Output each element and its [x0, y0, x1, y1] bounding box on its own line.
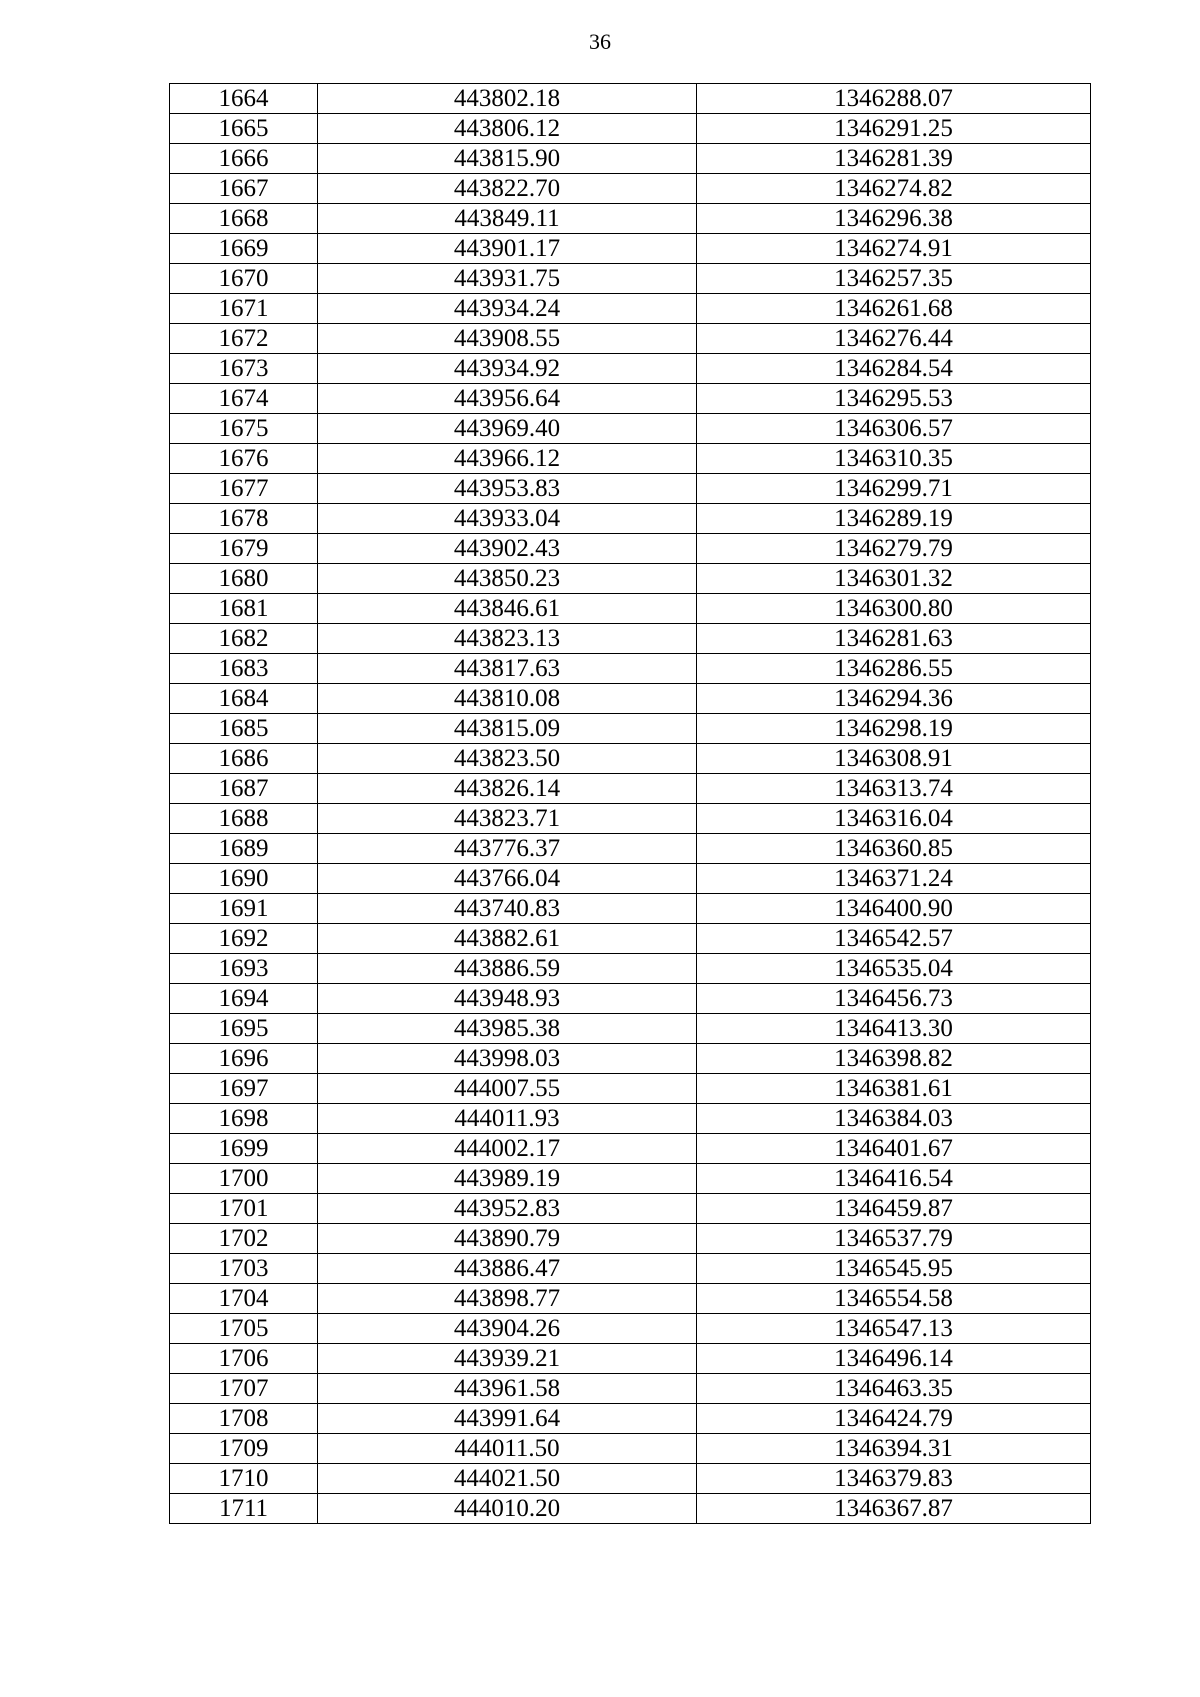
- y-coordinate-cell: 1346371.24: [697, 864, 1091, 894]
- point-number-cell: 1703: [170, 1254, 318, 1284]
- table-row: [170, 414, 1091, 444]
- y-coordinate-cell: 1346289.19: [697, 504, 1091, 534]
- x-coordinate-cell: 443802.18: [318, 84, 697, 114]
- x-coordinate-cell: 443934.92: [318, 354, 697, 384]
- x-coordinate-cell: 443985.38: [318, 1014, 697, 1044]
- point-number-cell: 1678: [170, 504, 318, 534]
- y-coordinate-cell: 1346294.36: [697, 684, 1091, 714]
- point-number-cell: 1685: [170, 714, 318, 744]
- point-number-cell: 1677: [170, 474, 318, 504]
- coordinates-table-body: [170, 84, 1091, 1524]
- y-coordinate-cell: 1346281.63: [697, 624, 1091, 654]
- x-coordinate-cell: 444010.20: [318, 1494, 697, 1524]
- x-coordinate-cell: 443991.64: [318, 1404, 697, 1434]
- y-coordinate-cell: 1346316.04: [697, 804, 1091, 834]
- y-coordinate-cell: 1346459.87: [697, 1194, 1091, 1224]
- y-coordinate-cell: 1346261.68: [697, 294, 1091, 324]
- point-number-cell: 1693: [170, 954, 318, 984]
- y-coordinate-cell: 1346310.35: [697, 444, 1091, 474]
- y-coordinate-cell: 1346281.39: [697, 144, 1091, 174]
- y-coordinate-cell: 1346416.54: [697, 1164, 1091, 1194]
- x-coordinate-cell: 443966.12: [318, 444, 697, 474]
- y-coordinate-cell: 1346298.19: [697, 714, 1091, 744]
- x-coordinate-cell: 443939.21: [318, 1344, 697, 1374]
- y-coordinate-cell: 1346456.73: [697, 984, 1091, 1014]
- x-coordinate-cell: 443952.83: [318, 1194, 697, 1224]
- x-coordinate-cell: 443904.26: [318, 1314, 697, 1344]
- table-row: [170, 474, 1091, 504]
- table-row: [170, 534, 1091, 564]
- y-coordinate-cell: 1346379.83: [697, 1464, 1091, 1494]
- y-coordinate-cell: 1346537.79: [697, 1224, 1091, 1254]
- point-number-cell: 1704: [170, 1284, 318, 1314]
- y-coordinate-cell: 1346276.44: [697, 324, 1091, 354]
- x-coordinate-cell: 443886.47: [318, 1254, 697, 1284]
- table-row: [170, 564, 1091, 594]
- y-coordinate-cell: 1346299.71: [697, 474, 1091, 504]
- table-row: [170, 1134, 1091, 1164]
- x-coordinate-cell: 443849.11: [318, 204, 697, 234]
- table-row: [170, 1314, 1091, 1344]
- y-coordinate-cell: 1346381.61: [697, 1074, 1091, 1104]
- point-number-cell: 1707: [170, 1374, 318, 1404]
- y-coordinate-cell: 1346496.14: [697, 1344, 1091, 1374]
- y-coordinate-cell: 1346296.38: [697, 204, 1091, 234]
- point-number-cell: 1683: [170, 654, 318, 684]
- table-row: [170, 294, 1091, 324]
- x-coordinate-cell: 443846.61: [318, 594, 697, 624]
- point-number-cell: 1708: [170, 1404, 318, 1434]
- table-row: [170, 1224, 1091, 1254]
- y-coordinate-cell: 1346301.32: [697, 564, 1091, 594]
- y-coordinate-cell: 1346535.04: [697, 954, 1091, 984]
- table-row: [170, 684, 1091, 714]
- point-number-cell: 1680: [170, 564, 318, 594]
- y-coordinate-cell: 1346424.79: [697, 1404, 1091, 1434]
- x-coordinate-cell: 443806.12: [318, 114, 697, 144]
- y-coordinate-cell: 1346286.55: [697, 654, 1091, 684]
- y-coordinate-cell: 1346463.35: [697, 1374, 1091, 1404]
- table-row: [170, 954, 1091, 984]
- point-number-cell: 1682: [170, 624, 318, 654]
- point-number-cell: 1691: [170, 894, 318, 924]
- table-row: [170, 864, 1091, 894]
- point-number-cell: 1670: [170, 264, 318, 294]
- table-row: [170, 624, 1091, 654]
- table-row: [170, 1164, 1091, 1194]
- point-number-cell: 1686: [170, 744, 318, 774]
- y-coordinate-cell: 1346295.53: [697, 384, 1091, 414]
- x-coordinate-cell: 443822.70: [318, 174, 697, 204]
- point-number-cell: 1664: [170, 84, 318, 114]
- x-coordinate-cell: 443766.04: [318, 864, 697, 894]
- point-number-cell: 1711: [170, 1494, 318, 1524]
- y-coordinate-cell: 1346547.13: [697, 1314, 1091, 1344]
- x-coordinate-cell: 443815.90: [318, 144, 697, 174]
- x-coordinate-cell: 443931.75: [318, 264, 697, 294]
- y-coordinate-cell: 1346413.30: [697, 1014, 1091, 1044]
- y-coordinate-cell: 1346360.85: [697, 834, 1091, 864]
- x-coordinate-cell: 443956.64: [318, 384, 697, 414]
- table-row: [170, 654, 1091, 684]
- point-number-cell: 1696: [170, 1044, 318, 1074]
- point-number-cell: 1699: [170, 1134, 318, 1164]
- x-coordinate-cell: 443933.04: [318, 504, 697, 534]
- table-row: [170, 924, 1091, 954]
- table-row: [170, 1344, 1091, 1374]
- y-coordinate-cell: 1346545.95: [697, 1254, 1091, 1284]
- x-coordinate-cell: 443934.24: [318, 294, 697, 324]
- table-row: [170, 84, 1091, 114]
- point-number-cell: 1700: [170, 1164, 318, 1194]
- table-row: [170, 894, 1091, 924]
- x-coordinate-cell: 444002.17: [318, 1134, 697, 1164]
- point-number-cell: 1675: [170, 414, 318, 444]
- x-coordinate-cell: 443902.43: [318, 534, 697, 564]
- point-number-cell: 1701: [170, 1194, 318, 1224]
- y-coordinate-cell: 1346284.54: [697, 354, 1091, 384]
- table-row: [170, 354, 1091, 384]
- table-row: [170, 1194, 1091, 1224]
- point-number-cell: 1665: [170, 114, 318, 144]
- point-number-cell: 1676: [170, 444, 318, 474]
- y-coordinate-cell: 1346291.25: [697, 114, 1091, 144]
- point-number-cell: 1695: [170, 1014, 318, 1044]
- table-row: [170, 1374, 1091, 1404]
- table-row: [170, 174, 1091, 204]
- x-coordinate-cell: 443901.17: [318, 234, 697, 264]
- x-coordinate-cell: 444011.50: [318, 1434, 697, 1464]
- point-number-cell: 1687: [170, 774, 318, 804]
- point-number-cell: 1705: [170, 1314, 318, 1344]
- table-row: [170, 384, 1091, 414]
- point-number-cell: 1698: [170, 1104, 318, 1134]
- x-coordinate-cell: 443823.50: [318, 744, 697, 774]
- y-coordinate-cell: 1346542.57: [697, 924, 1091, 954]
- x-coordinate-cell: 443948.93: [318, 984, 697, 1014]
- x-coordinate-cell: 444007.55: [318, 1074, 697, 1104]
- point-number-cell: 1684: [170, 684, 318, 714]
- table-row: [170, 444, 1091, 474]
- y-coordinate-cell: 1346367.87: [697, 1494, 1091, 1524]
- point-number-cell: 1668: [170, 204, 318, 234]
- x-coordinate-cell: 443898.77: [318, 1284, 697, 1314]
- table-row: [170, 1434, 1091, 1464]
- page-number: 36: [589, 29, 611, 54]
- table-row: [170, 1464, 1091, 1494]
- point-number-cell: 1669: [170, 234, 318, 264]
- y-coordinate-cell: 1346554.58: [697, 1284, 1091, 1314]
- x-coordinate-cell: 443740.83: [318, 894, 697, 924]
- table-row: [170, 234, 1091, 264]
- y-coordinate-cell: 1346288.07: [697, 84, 1091, 114]
- table-row: [170, 1044, 1091, 1074]
- point-number-cell: 1671: [170, 294, 318, 324]
- table-row: [170, 804, 1091, 834]
- x-coordinate-cell: 443969.40: [318, 414, 697, 444]
- table-row: [170, 1014, 1091, 1044]
- x-coordinate-cell: 443998.03: [318, 1044, 697, 1074]
- y-coordinate-cell: 1346394.31: [697, 1434, 1091, 1464]
- x-coordinate-cell: 443953.83: [318, 474, 697, 504]
- table-row: [170, 144, 1091, 174]
- point-number-cell: 1674: [170, 384, 318, 414]
- table-row: [170, 1284, 1091, 1314]
- x-coordinate-cell: 443776.37: [318, 834, 697, 864]
- y-coordinate-cell: 1346384.03: [697, 1104, 1091, 1134]
- table-row: [170, 264, 1091, 294]
- point-number-cell: 1667: [170, 174, 318, 204]
- x-coordinate-cell: 443815.09: [318, 714, 697, 744]
- coordinates-table: [169, 83, 1091, 1524]
- point-number-cell: 1689: [170, 834, 318, 864]
- y-coordinate-cell: 1346274.91: [697, 234, 1091, 264]
- y-coordinate-cell: 1346306.57: [697, 414, 1091, 444]
- point-number-cell: 1681: [170, 594, 318, 624]
- x-coordinate-cell: 443810.08: [318, 684, 697, 714]
- y-coordinate-cell: 1346308.91: [697, 744, 1091, 774]
- table-row: [170, 324, 1091, 354]
- y-coordinate-cell: 1346257.35: [697, 264, 1091, 294]
- x-coordinate-cell: 443882.61: [318, 924, 697, 954]
- point-number-cell: 1692: [170, 924, 318, 954]
- x-coordinate-cell: 443823.13: [318, 624, 697, 654]
- point-number-cell: 1706: [170, 1344, 318, 1374]
- table-row: [170, 744, 1091, 774]
- x-coordinate-cell: 443826.14: [318, 774, 697, 804]
- point-number-cell: 1688: [170, 804, 318, 834]
- table-row: [170, 114, 1091, 144]
- x-coordinate-cell: 443817.63: [318, 654, 697, 684]
- point-number-cell: 1666: [170, 144, 318, 174]
- point-number-cell: 1690: [170, 864, 318, 894]
- x-coordinate-cell: 443823.71: [318, 804, 697, 834]
- table-row: [170, 834, 1091, 864]
- x-coordinate-cell: 443850.23: [318, 564, 697, 594]
- table-row: [170, 1104, 1091, 1134]
- x-coordinate-cell: 444011.93: [318, 1104, 697, 1134]
- x-coordinate-cell: 443890.79: [318, 1224, 697, 1254]
- table-row: [170, 1404, 1091, 1434]
- point-number-cell: 1672: [170, 324, 318, 354]
- y-coordinate-cell: 1346313.74: [697, 774, 1091, 804]
- point-number-cell: 1710: [170, 1464, 318, 1494]
- point-number-cell: 1709: [170, 1434, 318, 1464]
- table-row: [170, 594, 1091, 624]
- table-row: [170, 1074, 1091, 1104]
- table-row: [170, 984, 1091, 1014]
- x-coordinate-cell: 443961.58: [318, 1374, 697, 1404]
- point-number-cell: 1673: [170, 354, 318, 384]
- table-row: [170, 774, 1091, 804]
- x-coordinate-cell: 443886.59: [318, 954, 697, 984]
- x-coordinate-cell: 443989.19: [318, 1164, 697, 1194]
- y-coordinate-cell: 1346400.90: [697, 894, 1091, 924]
- point-number-cell: 1702: [170, 1224, 318, 1254]
- point-number-cell: 1697: [170, 1074, 318, 1104]
- table-row: [170, 204, 1091, 234]
- y-coordinate-cell: 1346398.82: [697, 1044, 1091, 1074]
- x-coordinate-cell: 443908.55: [318, 324, 697, 354]
- y-coordinate-cell: 1346274.82: [697, 174, 1091, 204]
- table-row: [170, 504, 1091, 534]
- point-number-cell: 1679: [170, 534, 318, 564]
- y-coordinate-cell: 1346279.79: [697, 534, 1091, 564]
- table-row: [170, 1494, 1091, 1524]
- y-coordinate-cell: 1346300.80: [697, 594, 1091, 624]
- table-row: [170, 1254, 1091, 1284]
- y-coordinate-cell: 1346401.67: [697, 1134, 1091, 1164]
- point-number-cell: 1694: [170, 984, 318, 1014]
- x-coordinate-cell: 444021.50: [318, 1464, 697, 1494]
- table-row: [170, 714, 1091, 744]
